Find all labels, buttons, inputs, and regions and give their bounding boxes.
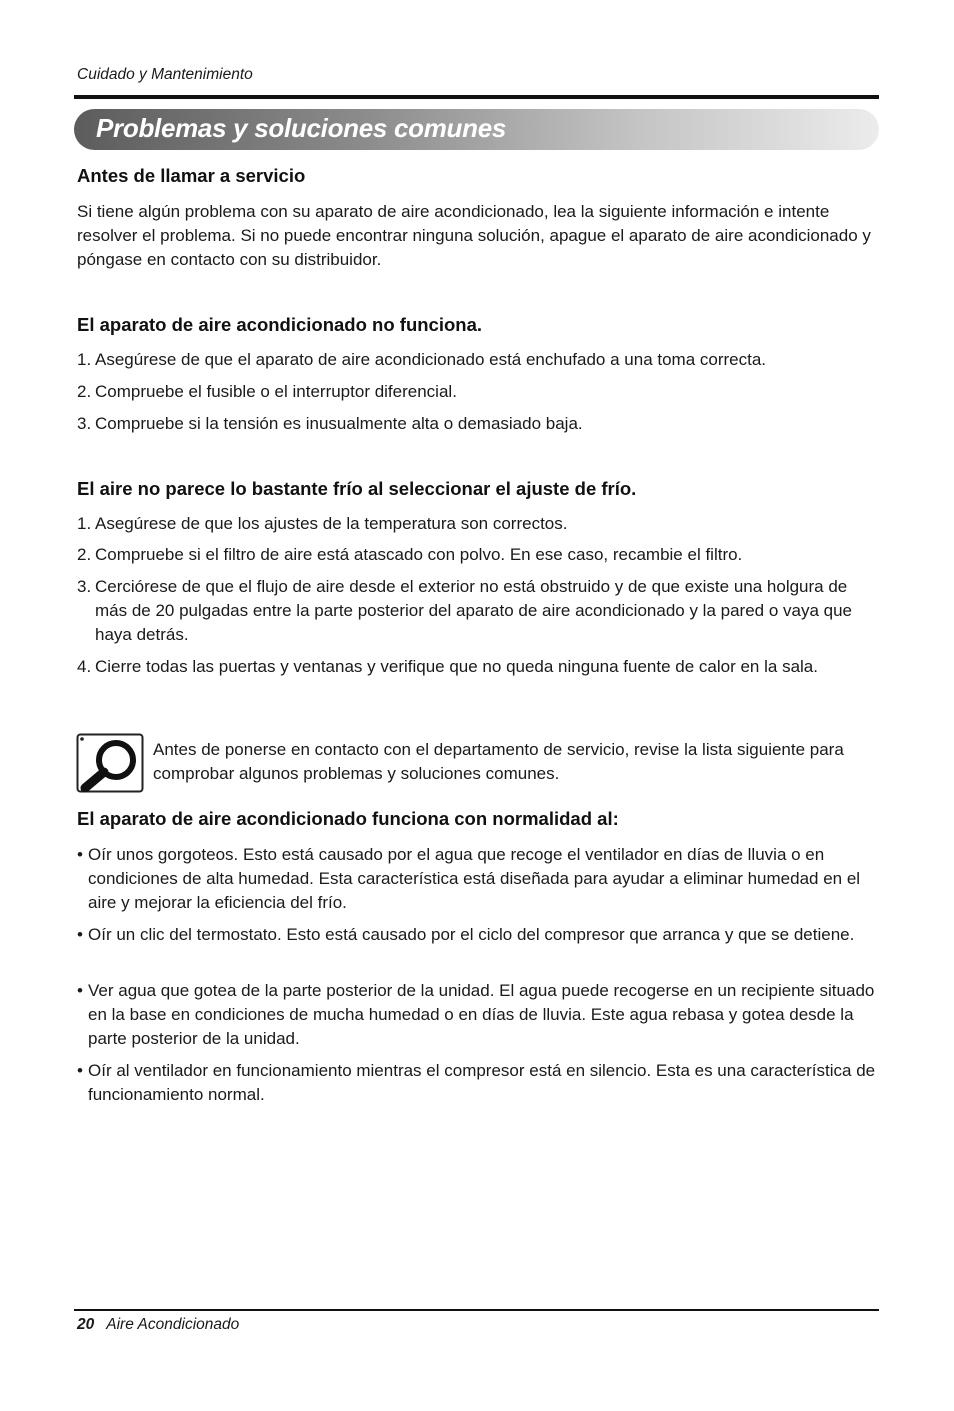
- page-number: 20: [77, 1316, 95, 1333]
- item-text: Compruebe si la tensión es inusualmente alta o demasiado baja.: [95, 414, 583, 433]
- list-item: [77, 923, 879, 947]
- bullet: •: [77, 925, 83, 944]
- section3-heading: El aparato de aire acondicionado funciona con normalidad al:: [77, 808, 619, 829]
- item-number: 2.: [77, 545, 92, 564]
- intro-paragraph: Si tiene algún problema con su aparato de aire acondicionado, lea la siguiente información e intente resolver el problema. Si no puede encontrar ninguna solución, apague el aparato de aire acondicionado y póngase en contacto con su distribuidor.: [77, 202, 871, 269]
- section2-heading: El aire no parece lo bastante frío al seleccionar el ajuste de frío.: [77, 478, 637, 499]
- running-header: Cuidado y Mantenimiento: [77, 66, 253, 83]
- item-number: 3.: [77, 414, 92, 433]
- list-item: [77, 655, 879, 679]
- title-band: [74, 109, 879, 150]
- list-item: [77, 843, 879, 915]
- list-item: [77, 412, 879, 436]
- item-text: Asegúrese de que los ajustes de la temperatura son correctos.: [95, 514, 568, 533]
- item-text: Asegúrese de que el aparato de aire acondicionado está enchufado a una toma correcta.: [95, 350, 767, 369]
- page-title: Problemas y soluciones comunes: [96, 113, 507, 143]
- list-item: [77, 348, 879, 372]
- list-item: [77, 575, 879, 647]
- item-text: Oír unos gorgoteos. Esto está causado por el agua que recoge el ventilador en días de lluvia o en condiciones de alta humedad. Esta característica está diseñada para ayudar a eliminar humedad en el aire y mejorar la eficiencia del frío.: [88, 845, 861, 912]
- item-number: 2.: [77, 382, 92, 401]
- bullet: •: [77, 845, 83, 864]
- item-text: Cerciórese de que el flujo de aire desde el exterior no está obstruido y de que existe una holgura de más de 20 pulgadas entre la parte posterior del aparato de aire acondicionado y la pared o vaya que haya detrás.: [95, 577, 853, 644]
- footer: [77, 1316, 239, 1334]
- note-text: Antes de ponerse en contacto con el departamento de servicio, revise la lista siguiente para comprobar algunos problemas y soluciones comunes.: [153, 740, 844, 783]
- bullet: •: [77, 981, 83, 1000]
- item-number: 1.: [77, 514, 92, 533]
- item-text: Compruebe el fusible o el interruptor diferencial.: [95, 382, 457, 401]
- section1-heading: El aparato de aire acondicionado no funciona.: [77, 314, 483, 335]
- list-item: [77, 1059, 879, 1107]
- magnifier-icon: [76, 733, 144, 793]
- intro-heading: Antes de llamar a servicio: [77, 165, 306, 186]
- item-number: 3.: [77, 577, 92, 596]
- bullet: •: [77, 1061, 83, 1080]
- item-text: Oír un clic del termostato. Esto está causado por el ciclo del compresor que arranca y que se detiene.: [88, 925, 855, 944]
- footer-product: Aire Acondicionado: [106, 1316, 240, 1333]
- header-rule: [74, 95, 879, 99]
- list-item: [77, 512, 879, 536]
- item-number: 1.: [77, 350, 92, 369]
- item-text: Cierre todas las puertas y ventanas y verifique que no queda ninguna fuente de calor en la sala.: [95, 657, 818, 676]
- list-item: [77, 979, 879, 1051]
- item-number: 4.: [77, 657, 92, 676]
- item-text: Compruebe si el filtro de aire está atascado con polvo. En ese caso, recambie el filtro.: [95, 545, 743, 564]
- list-item: [77, 380, 879, 404]
- footer-rule: [74, 1309, 879, 1311]
- item-text: Oír al ventilador en funcionamiento mientras el compresor está en silencio. Esta es una característica de funcionamiento normal.: [88, 1061, 876, 1104]
- list-item: [77, 543, 879, 567]
- item-text: Ver agua que gotea de la parte posterior de la unidad. El agua puede recogerse en un recipiente situado en la base en condiciones de mucha humedad o en días de lluvia. Este agua rebasa y gotea desde la parte posterior de la unidad.: [88, 981, 875, 1048]
